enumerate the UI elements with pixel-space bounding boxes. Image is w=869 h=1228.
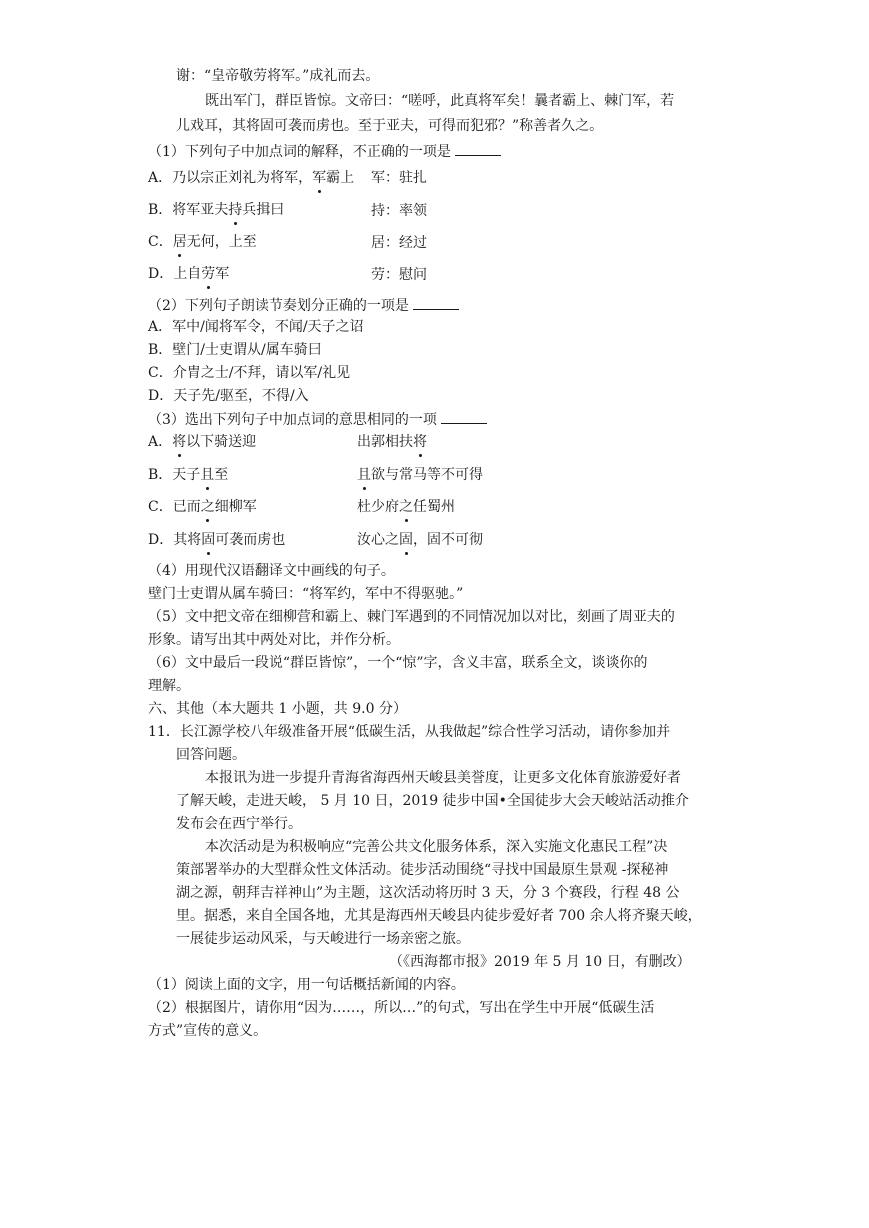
news-paragraph-line: 湖之源，朝拜吉祥神山”为主题，这次活动将历时 3 天，分 3 个赛段，行程 48 公 [176, 885, 680, 901]
question-text: （1）下列句子中加点词的解释，不正确的一项是 [148, 144, 451, 160]
option-text: 欲与常马等不可得 [371, 467, 483, 483]
passage-line: 儿戏耳，其将固可袭而虏也。至于亚夫，可得而犯邪？”称善者久之。 [176, 118, 604, 134]
dotted-char: 将 [172, 434, 187, 450]
question-11-intro: 回答问题。 [176, 747, 246, 763]
news-paragraph-line: 里。据悉，来自全国各地，尤其是海西州天峻县内徒步爱好者 700 余人将齐聚天峻， [176, 908, 702, 924]
news-paragraph-line: 本报讯为进一步提升青海省海西州天峻县美誉度，让更多文化体育旅游爱好者 [205, 770, 681, 786]
q1-option-c-gloss: 居：经过 [371, 235, 427, 251]
q2-option-a: A．军中/闻将军令，不闻/天子之诏 [148, 319, 364, 335]
option-text: 任蜀州 [413, 499, 455, 515]
q1-option-c [148, 232, 257, 252]
q3-option-d-right [357, 530, 483, 550]
option-text: 以下骑送迎 [186, 434, 257, 450]
option-text: B．将军亚夫 [148, 202, 229, 218]
q3-option-b-right [357, 465, 483, 485]
question-2-stem [148, 295, 459, 316]
dotted-char: 固 [201, 532, 216, 548]
q3-option-d-left [148, 530, 285, 550]
dotted-char: 固 [399, 532, 413, 548]
option-text: A．乃以宗正刘礼为将军， [148, 170, 313, 186]
question-text: （3）选出下列句子中加点词的意思相同的一项 [148, 412, 437, 428]
question-6-line: 理解。 [148, 678, 190, 694]
question-11-intro: 11．长江源学校八年级准备开展“低碳生活，从我做起”综合性学习活动，请你参加并 [148, 724, 671, 740]
question-11-sub-1: （1）阅读上面的文字，用一句话概括新闻的内容。 [148, 977, 465, 993]
question-4-sentence: 壁门士吏谓从属车骑曰：“将军约，军中不得驱驰。” [148, 586, 464, 602]
option-text: 细柳军 [214, 499, 257, 515]
question-text: （2）下列句子朗读节奏划分正确的一项是 [148, 298, 409, 314]
q1-option-a-gloss: 军：驻扎 [371, 170, 427, 186]
q3-option-a-left [148, 432, 256, 452]
dotted-char: 将 [413, 434, 427, 450]
question-11-sub-2: 方式”宣传的意义。 [148, 1023, 268, 1039]
question-1-stem [148, 141, 501, 162]
option-text: 军 [215, 266, 230, 282]
question-5-line: 形象。请写出其中两处对比，并作分析。 [148, 632, 400, 648]
q1-option-d-gloss: 劳：慰问 [371, 267, 427, 283]
q3-option-c-right [357, 497, 455, 517]
option-text: A． [148, 434, 173, 450]
option-text: D．其将 [148, 532, 202, 548]
news-paragraph-line: 了解天峻，走进天峻， 5 月 10 日，2019 徒步中国•全国徒步大会天峻站活动推介 [176, 793, 689, 809]
dotted-char: 且 [200, 467, 215, 483]
dotted-char: 且 [357, 467, 371, 483]
option-text: D．上自 [148, 266, 202, 282]
option-text: 杜少府 [357, 499, 399, 515]
passage-line: 谢：“皇帝敬劳将军。”成礼而去。 [176, 68, 380, 84]
passage-line: 既出军门，群臣皆惊。文帝曰：“嗟呼，此真将军矣！曩者霸上、棘门军，若 [205, 93, 675, 109]
dotted-char: 军 [312, 170, 327, 186]
q3-option-c-left [148, 497, 257, 517]
q1-option-b [148, 200, 284, 220]
option-text: 出郭相扶 [357, 434, 413, 450]
option-text: 兵揖曰 [242, 202, 285, 218]
q1-option-d [148, 264, 229, 284]
option-text: 可袭而虏也 [215, 532, 286, 548]
q2-option-b: B．壁门/士吏谓从/属车骑曰 [148, 342, 322, 358]
option-text: 无何，上至 [186, 234, 257, 250]
dotted-char: 持 [228, 202, 243, 218]
q1-option-b-gloss: 持：率领 [371, 203, 427, 219]
q3-option-b-left [148, 465, 228, 485]
news-paragraph-line: 本次活动是为积极响应“完善公共文化服务体系，深入实施文化惠民工程”决 [205, 839, 668, 855]
option-text: ，固不可彻 [413, 532, 483, 548]
q2-option-c: C．介胄之士/不拜，请以军/礼见 [148, 365, 351, 381]
dotted-char: 之 [200, 499, 215, 515]
q1-option-a [148, 168, 354, 188]
option-text: C． [148, 234, 173, 250]
question-11-sub-2: （2）根据图片，请你用“因为……，所以…”的句式，写出在学生中开展“低碳生活 [148, 1000, 655, 1016]
answer-blank [441, 409, 487, 424]
news-paragraph-line: 策部署举办的大型群众性文体活动。徒步活动围绕“寻找中国最原生景观 -探秘神 [176, 862, 669, 878]
option-text: C．已而 [148, 499, 201, 515]
news-source: （《西海都市报》2019 年 5 月 10 日，有删改） [389, 954, 691, 970]
dotted-char: 劳 [201, 266, 216, 282]
section-heading: 六、其他（本大题共 1 小题，共 9.0 分） [148, 701, 407, 717]
answer-blank [413, 295, 459, 310]
answer-blank [455, 141, 501, 156]
option-text: 至 [214, 467, 229, 483]
q3-option-a-right [357, 432, 427, 452]
news-paragraph-line: 发布会在西宁举行。 [176, 816, 302, 832]
question-4-stem: （4）用现代汉语翻译文中画线的句子。 [148, 563, 395, 579]
option-text: 霸上 [326, 170, 355, 186]
option-text: 汝心之 [357, 532, 399, 548]
option-text: B．天子 [148, 467, 201, 483]
news-paragraph-line: 一展徒步运动风采，与天峻进行一场亲密之旅。 [176, 931, 470, 947]
dotted-char: 之 [399, 499, 413, 515]
question-6-line: （6）文中最后一段说“群臣皆惊”，一个“惊”字，含义丰富，联系全文，谈谈你的 [148, 655, 648, 671]
question-5-line: （5）文中把文帝在细柳营和霸上、棘门军遇到的不同情况加以对比，刻画了周亚夫的 [148, 609, 675, 625]
q2-option-d: D．天子先/驱至，不得/入 [148, 388, 309, 404]
question-3-stem [148, 409, 487, 430]
dotted-char: 居 [172, 234, 187, 250]
